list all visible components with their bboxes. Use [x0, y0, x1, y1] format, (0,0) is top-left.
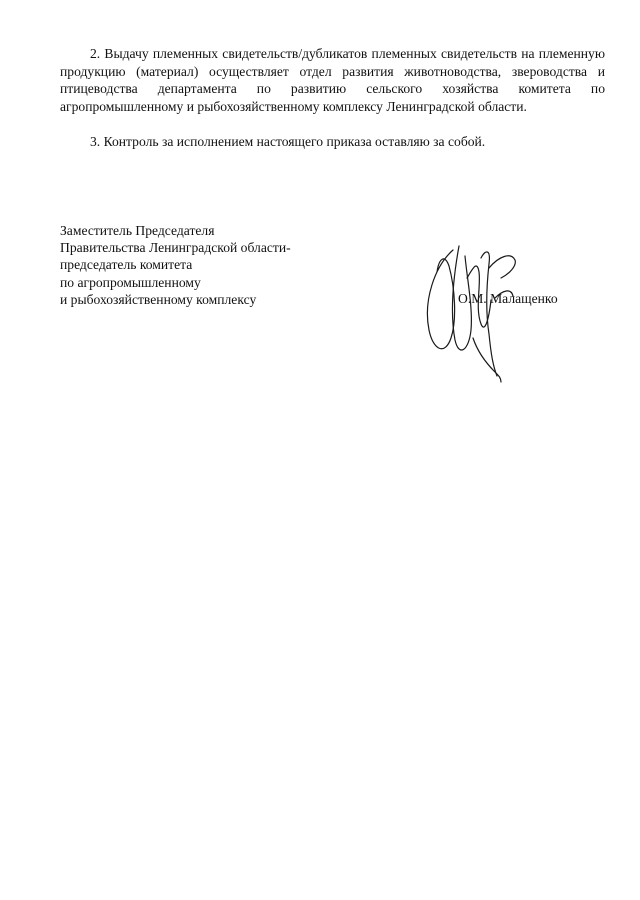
handwritten-signature	[415, 238, 525, 383]
signatory-name: О.М. Малащенко	[458, 291, 558, 306]
signatory-title-line: по агропромышленному	[60, 274, 201, 290]
signatory-title	[60, 222, 291, 308]
signatory-title-line: председатель комитета	[60, 257, 193, 273]
signatory-title-line: и рыбохозяйственному комплексу	[60, 291, 257, 307]
signatory-title-line: Правительства Ленинградской области-	[60, 240, 291, 256]
signatory-title-line: Заместитель Председателя	[60, 223, 215, 238]
paragraph-2: 2. Выдачу племенных свидетельств/дубликатов племенных свидетельств на племенную продукцию (материал) осуществляет отдел развития животноводства, звероводства и птицеводства департамента по развитию сельского хозяйства комитета по агропромышленному и рыбохозяйственному комплексу Ленинградской области.	[60, 46, 605, 114]
paragraph-3: 3. Контроль за исполнением настоящего приказа оставляю за собой.	[90, 134, 486, 149]
